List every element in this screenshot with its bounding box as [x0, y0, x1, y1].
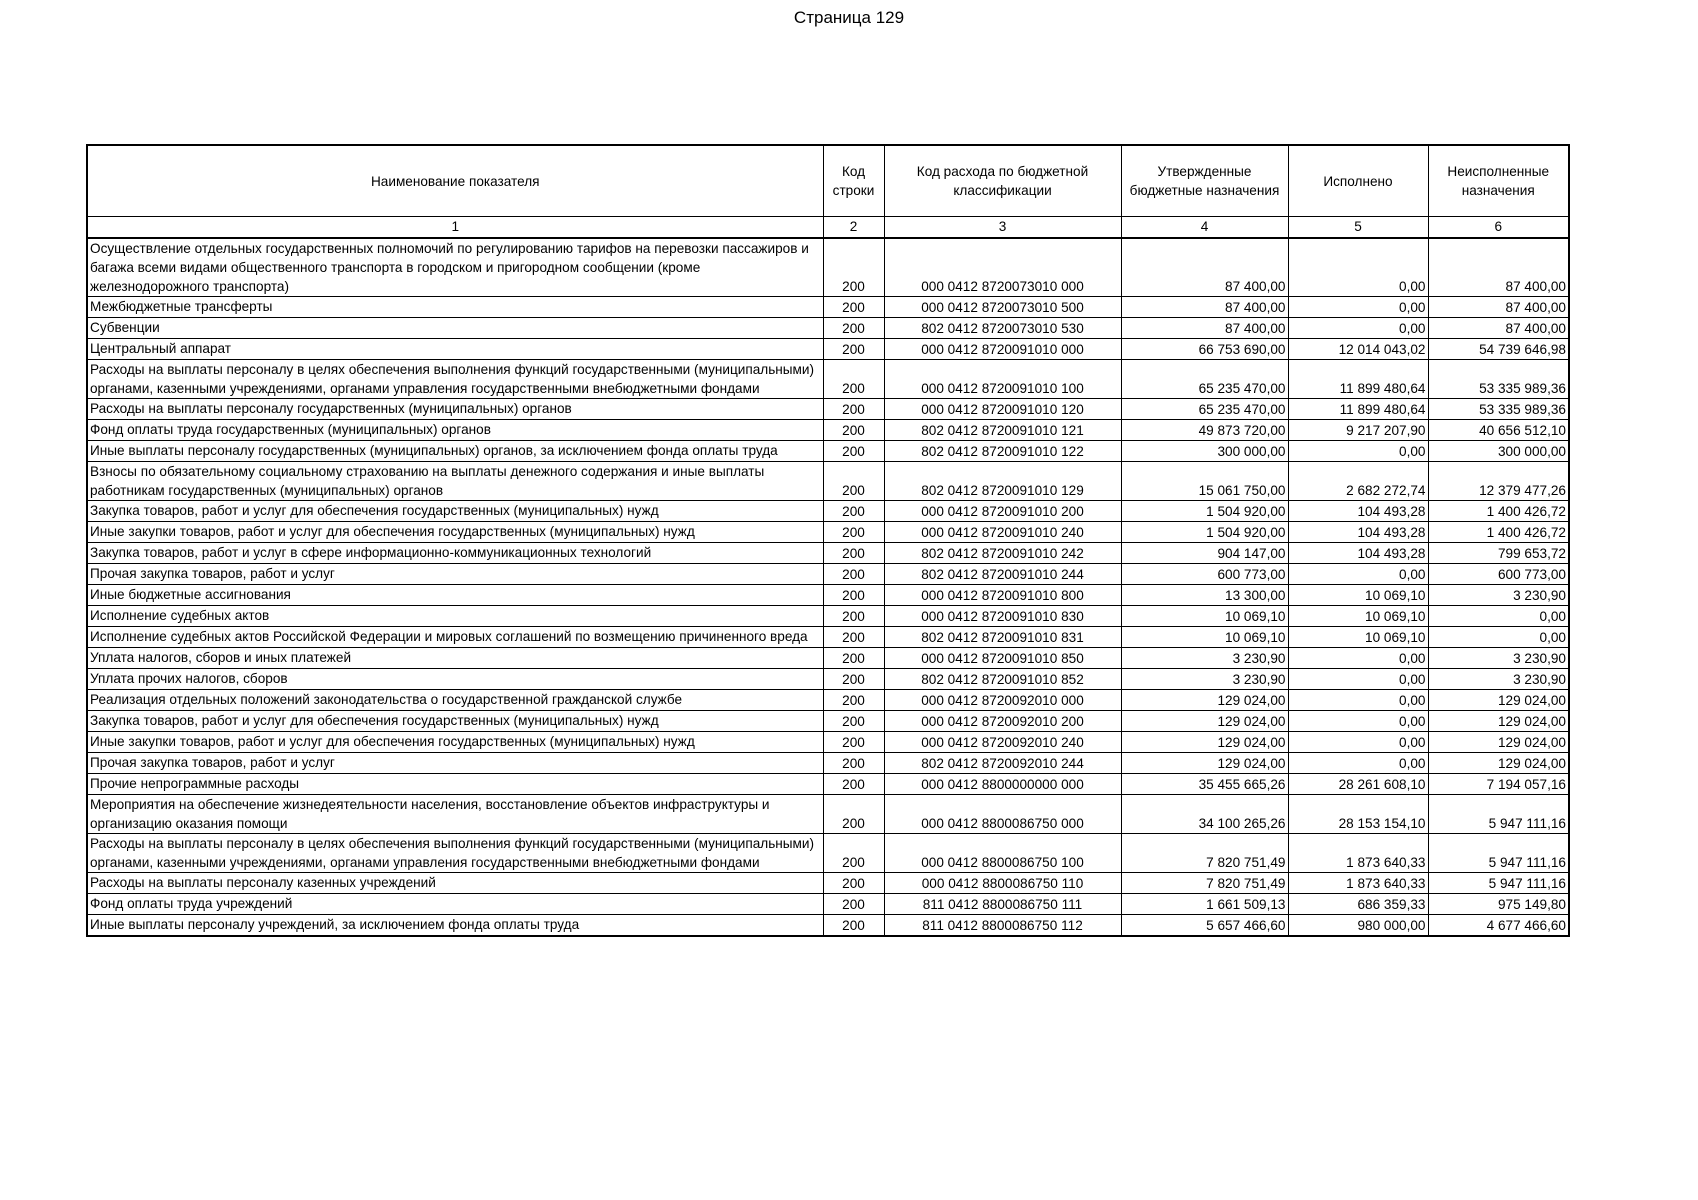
row-executed-cell: 2 682 272,74 — [1288, 462, 1428, 501]
row-executed-cell: 0,00 — [1288, 753, 1428, 774]
row-unexecuted-cell: 4 677 466,60 — [1428, 915, 1569, 936]
row-budget-code-cell: 000 0412 8720091010 830 — [884, 606, 1121, 627]
row-executed-cell: 10 069,10 — [1288, 627, 1428, 648]
row-approved-cell: 904 147,00 — [1121, 543, 1288, 564]
row-executed-cell: 28 261 608,10 — [1288, 774, 1428, 795]
row-executed-cell: 104 493,28 — [1288, 501, 1428, 522]
row-name-cell: Иные закупки товаров, работ и услуг для обеспечения государственных (муниципальных) нужд — [87, 732, 823, 753]
row-unexecuted-cell: 54 739 646,98 — [1428, 339, 1569, 360]
table-body — [87, 238, 1569, 936]
row-budget-code-cell: 802 0412 8720091010 129 — [884, 462, 1121, 501]
row-line-code-cell: 200 — [823, 732, 884, 753]
row-line-code-cell: 200 — [823, 627, 884, 648]
row-name-cell: Фонд оплаты труда учреждений — [87, 894, 823, 915]
row-budget-code-cell: 000 0412 8720091010 100 — [884, 360, 1121, 399]
table-row — [87, 732, 1569, 753]
row-executed-cell: 0,00 — [1288, 441, 1428, 462]
table-row — [87, 543, 1569, 564]
table-row — [87, 238, 1569, 297]
table-row — [87, 399, 1569, 420]
row-name-cell: Прочая закупка товаров, работ и услуг — [87, 753, 823, 774]
row-executed-cell: 0,00 — [1288, 648, 1428, 669]
row-budget-code-cell: 802 0412 8720073010 530 — [884, 318, 1121, 339]
row-approved-cell: 87 400,00 — [1121, 297, 1288, 318]
row-name-cell: Уплата налогов, сборов и иных платежей — [87, 648, 823, 669]
row-executed-cell: 104 493,28 — [1288, 522, 1428, 543]
table-row — [87, 318, 1569, 339]
row-budget-code-cell: 000 0412 8800086750 110 — [884, 873, 1121, 894]
row-unexecuted-cell: 87 400,00 — [1428, 238, 1569, 297]
row-line-code-cell: 200 — [823, 774, 884, 795]
row-unexecuted-cell: 87 400,00 — [1428, 318, 1569, 339]
row-line-code-cell: 200 — [823, 690, 884, 711]
row-name-cell: Исполнение судебных актов Российской Федерации и мировых соглашений по возмещению причиненного вреда — [87, 627, 823, 648]
row-name-cell: Закупка товаров, работ и услуг для обеспечения государственных (муниципальных) нужд — [87, 501, 823, 522]
row-name-cell: Исполнение судебных актов — [87, 606, 823, 627]
table-row — [87, 297, 1569, 318]
table-row — [87, 669, 1569, 690]
row-line-code-cell: 200 — [823, 894, 884, 915]
row-budget-code-cell: 811 0412 8800086750 111 — [884, 894, 1121, 915]
row-budget-code-cell: 000 0412 8720092010 200 — [884, 711, 1121, 732]
row-approved-cell: 35 455 665,26 — [1121, 774, 1288, 795]
header-line-code: Код строки — [823, 145, 884, 217]
row-approved-cell: 3 230,90 — [1121, 669, 1288, 690]
row-executed-cell: 1 873 640,33 — [1288, 873, 1428, 894]
row-executed-cell: 0,00 — [1288, 711, 1428, 732]
row-name-cell: Межбюджетные трансферты — [87, 297, 823, 318]
row-approved-cell: 66 753 690,00 — [1121, 339, 1288, 360]
row-unexecuted-cell: 799 653,72 — [1428, 543, 1569, 564]
row-approved-cell: 300 000,00 — [1121, 441, 1288, 462]
row-line-code-cell: 200 — [823, 441, 884, 462]
row-executed-cell: 28 153 154,10 — [1288, 795, 1428, 834]
row-approved-cell: 129 024,00 — [1121, 753, 1288, 774]
row-line-code-cell: 200 — [823, 753, 884, 774]
table-header — [87, 145, 1569, 238]
row-approved-cell: 87 400,00 — [1121, 318, 1288, 339]
row-line-code-cell: 200 — [823, 238, 884, 297]
row-unexecuted-cell: 129 024,00 — [1428, 753, 1569, 774]
row-budget-code-cell: 802 0412 8720091010 852 — [884, 669, 1121, 690]
row-name-cell: Прочие непрограммные расходы — [87, 774, 823, 795]
row-approved-cell: 34 100 265,26 — [1121, 795, 1288, 834]
row-executed-cell: 0,00 — [1288, 669, 1428, 690]
table-row — [87, 690, 1569, 711]
row-approved-cell: 10 069,10 — [1121, 606, 1288, 627]
row-approved-cell: 65 235 470,00 — [1121, 360, 1288, 399]
row-name-cell: Расходы на выплаты персоналу казенных учреждений — [87, 873, 823, 894]
row-approved-cell: 129 024,00 — [1121, 690, 1288, 711]
row-approved-cell: 87 400,00 — [1121, 238, 1288, 297]
row-approved-cell: 600 773,00 — [1121, 564, 1288, 585]
row-unexecuted-cell: 975 149,80 — [1428, 894, 1569, 915]
table-row — [87, 606, 1569, 627]
row-unexecuted-cell: 129 024,00 — [1428, 711, 1569, 732]
row-budget-code-cell: 000 0412 8720091010 120 — [884, 399, 1121, 420]
row-approved-cell: 3 230,90 — [1121, 648, 1288, 669]
row-name-cell: Субвенции — [87, 318, 823, 339]
row-approved-cell: 5 657 466,60 — [1121, 915, 1288, 936]
row-line-code-cell: 200 — [823, 915, 884, 936]
row-budget-code-cell: 000 0412 8800086750 000 — [884, 795, 1121, 834]
row-name-cell: Прочая закупка товаров, работ и услуг — [87, 564, 823, 585]
table-row — [87, 441, 1569, 462]
row-name-cell: Реализация отдельных положений законодательства о государственной гражданской службе — [87, 690, 823, 711]
row-line-code-cell: 200 — [823, 420, 884, 441]
row-executed-cell: 104 493,28 — [1288, 543, 1428, 564]
row-line-code-cell: 200 — [823, 564, 884, 585]
row-executed-cell: 0,00 — [1288, 318, 1428, 339]
row-executed-cell: 1 873 640,33 — [1288, 834, 1428, 873]
row-name-cell: Фонд оплаты труда государственных (муниципальных) органов — [87, 420, 823, 441]
row-name-cell: Закупка товаров, работ и услуг в сфере информационно-коммуникационных технологий — [87, 543, 823, 564]
row-approved-cell: 15 061 750,00 — [1121, 462, 1288, 501]
row-line-code-cell: 200 — [823, 462, 884, 501]
row-line-code-cell: 200 — [823, 585, 884, 606]
row-budget-code-cell: 802 0412 8720091010 121 — [884, 420, 1121, 441]
row-name-cell: Уплата прочих налогов, сборов — [87, 669, 823, 690]
row-budget-code-cell: 000 0412 8720091010 850 — [884, 648, 1121, 669]
row-budget-code-cell: 000 0412 8720091010 240 — [884, 522, 1121, 543]
row-approved-cell: 1 504 920,00 — [1121, 522, 1288, 543]
header-unexecuted: Неисполненные назначения — [1428, 145, 1569, 217]
row-executed-cell: 0,00 — [1288, 564, 1428, 585]
row-budget-code-cell: 000 0412 8720092010 240 — [884, 732, 1121, 753]
row-line-code-cell: 200 — [823, 606, 884, 627]
column-number: 2 — [823, 217, 884, 239]
row-name-cell: Центральный аппарат — [87, 339, 823, 360]
row-budget-code-cell: 802 0412 8720091010 244 — [884, 564, 1121, 585]
table-row — [87, 894, 1569, 915]
row-budget-code-cell: 000 0412 8800000000 000 — [884, 774, 1121, 795]
table-row — [87, 774, 1569, 795]
row-budget-code-cell: 000 0412 8800086750 100 — [884, 834, 1121, 873]
row-unexecuted-cell: 0,00 — [1428, 606, 1569, 627]
table-row — [87, 711, 1569, 732]
row-approved-cell: 1 661 509,13 — [1121, 894, 1288, 915]
row-unexecuted-cell: 300 000,00 — [1428, 441, 1569, 462]
row-name-cell: Мероприятия на обеспечение жизнедеятельности населения, восстановление объектов инфраструктуры и организацию оказания помощи — [87, 795, 823, 834]
row-executed-cell: 686 359,33 — [1288, 894, 1428, 915]
table-row — [87, 834, 1569, 873]
row-budget-code-cell: 000 0412 8720091010 200 — [884, 501, 1121, 522]
table-row — [87, 915, 1569, 936]
table-row — [87, 564, 1569, 585]
row-budget-code-cell: 000 0412 8720091010 000 — [884, 339, 1121, 360]
row-line-code-cell: 200 — [823, 711, 884, 732]
row-name-cell: Расходы на выплаты персоналу государственных (муниципальных) органов — [87, 399, 823, 420]
row-line-code-cell: 200 — [823, 669, 884, 690]
row-unexecuted-cell: 53 335 989,36 — [1428, 399, 1569, 420]
row-unexecuted-cell: 7 194 057,16 — [1428, 774, 1569, 795]
row-executed-cell: 10 069,10 — [1288, 585, 1428, 606]
row-unexecuted-cell: 5 947 111,16 — [1428, 834, 1569, 873]
row-budget-code-cell: 802 0412 8720091010 831 — [884, 627, 1121, 648]
row-executed-cell: 0,00 — [1288, 690, 1428, 711]
table-row — [87, 873, 1569, 894]
table-row — [87, 627, 1569, 648]
row-executed-cell: 980 000,00 — [1288, 915, 1428, 936]
row-unexecuted-cell: 129 024,00 — [1428, 690, 1569, 711]
row-line-code-cell: 200 — [823, 873, 884, 894]
row-unexecuted-cell: 87 400,00 — [1428, 297, 1569, 318]
row-executed-cell: 11 899 480,64 — [1288, 399, 1428, 420]
row-unexecuted-cell: 53 335 989,36 — [1428, 360, 1569, 399]
header-name: Наименование показателя — [87, 145, 823, 217]
row-name-cell: Иные закупки товаров, работ и услуг для обеспечения государственных (муниципальных) нужд — [87, 522, 823, 543]
table-row — [87, 648, 1569, 669]
row-unexecuted-cell: 40 656 512,10 — [1428, 420, 1569, 441]
row-unexecuted-cell: 5 947 111,16 — [1428, 795, 1569, 834]
row-line-code-cell: 200 — [823, 648, 884, 669]
row-name-cell: Закупка товаров, работ и услуг для обеспечения государственных (муниципальных) нужд — [87, 711, 823, 732]
row-budget-code-cell: 000 0412 8720073010 500 — [884, 297, 1121, 318]
row-executed-cell: 11 899 480,64 — [1288, 360, 1428, 399]
row-name-cell: Взносы по обязательному социальному страхованию на выплаты денежного содержания и иные выплаты работникам государственных (муниципальных) органов — [87, 462, 823, 501]
row-approved-cell: 1 504 920,00 — [1121, 501, 1288, 522]
table-row — [87, 420, 1569, 441]
row-line-code-cell: 200 — [823, 795, 884, 834]
row-budget-code-cell: 000 0412 8720073010 000 — [884, 238, 1121, 297]
row-line-code-cell: 200 — [823, 399, 884, 420]
row-unexecuted-cell: 3 230,90 — [1428, 585, 1569, 606]
row-budget-code-cell: 000 0412 8720091010 800 — [884, 585, 1121, 606]
table-row — [87, 522, 1569, 543]
header-budget-code: Код расхода по бюджетной классификации — [884, 145, 1121, 217]
column-number: 5 — [1288, 217, 1428, 239]
row-unexecuted-cell: 1 400 426,72 — [1428, 522, 1569, 543]
row-unexecuted-cell: 3 230,90 — [1428, 648, 1569, 669]
row-budget-code-cell: 811 0412 8800086750 112 — [884, 915, 1121, 936]
column-number: 1 — [87, 217, 823, 239]
row-name-cell: Иные выплаты персоналу государственных (муниципальных) органов, за исключением фонда оплаты труда — [87, 441, 823, 462]
row-approved-cell: 129 024,00 — [1121, 711, 1288, 732]
row-executed-cell: 9 217 207,90 — [1288, 420, 1428, 441]
row-line-code-cell: 200 — [823, 339, 884, 360]
row-executed-cell: 0,00 — [1288, 238, 1428, 297]
table-row — [87, 753, 1569, 774]
row-unexecuted-cell: 600 773,00 — [1428, 564, 1569, 585]
row-line-code-cell: 200 — [823, 318, 884, 339]
table-row — [87, 501, 1569, 522]
column-number: 4 — [1121, 217, 1288, 239]
row-unexecuted-cell: 3 230,90 — [1428, 669, 1569, 690]
row-line-code-cell: 200 — [823, 297, 884, 318]
row-name-cell: Иные бюджетные ассигнования — [87, 585, 823, 606]
row-approved-cell: 7 820 751,49 — [1121, 873, 1288, 894]
row-approved-cell: 13 300,00 — [1121, 585, 1288, 606]
page-title: Страница 129 — [793, 8, 905, 27]
row-executed-cell: 0,00 — [1288, 297, 1428, 318]
row-name-cell: Иные выплаты персоналу учреждений, за исключением фонда оплаты труда — [87, 915, 823, 936]
header-approved: Утвержденные бюджетные назначения — [1121, 145, 1288, 217]
row-line-code-cell: 200 — [823, 543, 884, 564]
header-executed: Исполнено — [1288, 145, 1428, 217]
table-row — [87, 462, 1569, 501]
row-line-code-cell: 200 — [823, 501, 884, 522]
row-line-code-cell: 200 — [823, 360, 884, 399]
row-budget-code-cell: 000 0412 8720092010 000 — [884, 690, 1121, 711]
row-approved-cell: 10 069,10 — [1121, 627, 1288, 648]
column-number: 6 — [1428, 217, 1569, 239]
row-unexecuted-cell: 129 024,00 — [1428, 732, 1569, 753]
column-number: 3 — [884, 217, 1121, 239]
row-executed-cell: 10 069,10 — [1288, 606, 1428, 627]
row-unexecuted-cell: 12 379 477,26 — [1428, 462, 1569, 501]
row-line-code-cell: 200 — [823, 522, 884, 543]
row-budget-code-cell: 802 0412 8720091010 122 — [884, 441, 1121, 462]
row-name-cell: Осуществление отдельных государственных полномочий по регулированию тарифов на перевозки пассажиров и багажа всеми видами общественного транспорта в городском и пригородном сообщении (кроме железнодорожного транспорта) — [87, 238, 823, 297]
row-unexecuted-cell: 5 947 111,16 — [1428, 873, 1569, 894]
table-row — [87, 360, 1569, 399]
row-approved-cell: 65 235 470,00 — [1121, 399, 1288, 420]
table-row — [87, 795, 1569, 834]
row-approved-cell: 49 873 720,00 — [1121, 420, 1288, 441]
row-approved-cell: 7 820 751,49 — [1121, 834, 1288, 873]
row-executed-cell: 12 014 043,02 — [1288, 339, 1428, 360]
row-unexecuted-cell: 1 400 426,72 — [1428, 501, 1569, 522]
table-row — [87, 339, 1569, 360]
row-budget-code-cell: 802 0412 8720092010 244 — [884, 753, 1121, 774]
row-unexecuted-cell: 0,00 — [1428, 627, 1569, 648]
budget-table — [86, 144, 1570, 937]
row-name-cell: Расходы на выплаты персоналу в целях обеспечения выполнения функций государственными (муниципальными) органами, казенными учреждениями, органами управления государственными внебюджетными фондами — [87, 360, 823, 399]
row-line-code-cell: 200 — [823, 834, 884, 873]
row-name-cell: Расходы на выплаты персоналу в целях обеспечения выполнения функций государственными (муниципальными) органами, казенными учреждениями, органами управления государственными внебюджетными фондами — [87, 834, 823, 873]
table-row — [87, 585, 1569, 606]
row-executed-cell: 0,00 — [1288, 732, 1428, 753]
row-approved-cell: 129 024,00 — [1121, 732, 1288, 753]
row-budget-code-cell: 802 0412 8720091010 242 — [884, 543, 1121, 564]
